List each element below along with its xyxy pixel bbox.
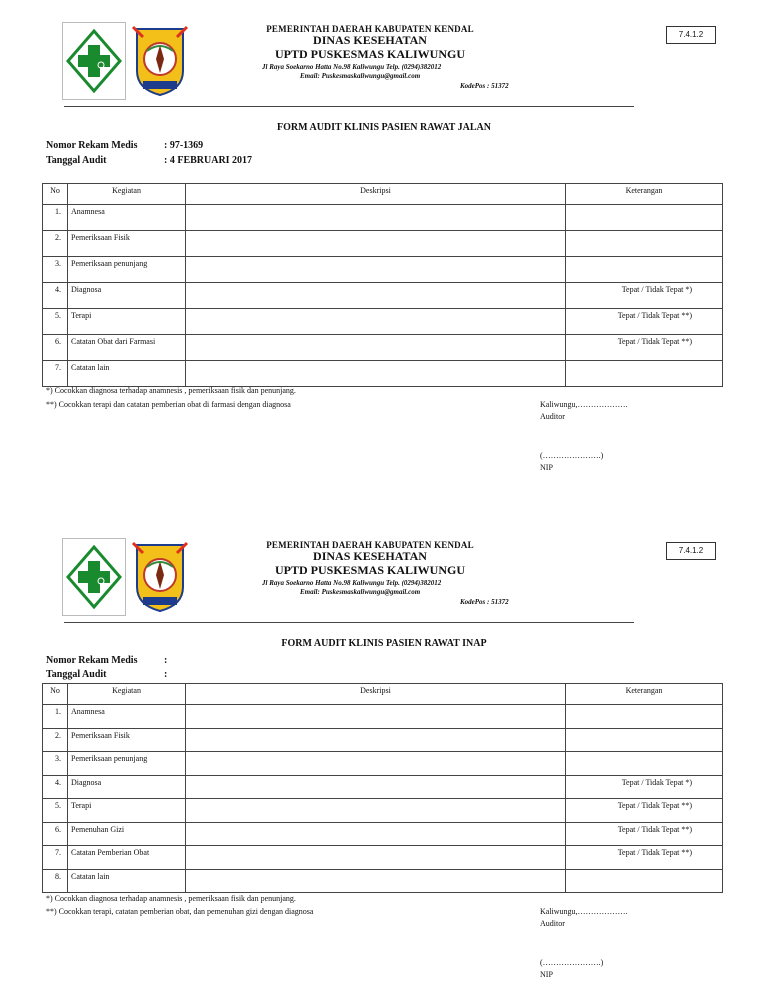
header-postal: KodePos : 51372 [460,598,509,606]
kendal-crest-icon [129,539,191,615]
table-row [43,335,723,361]
table-row [43,283,723,309]
row-number: 3. [43,257,68,283]
row-number: 2. [43,231,68,257]
row-remark: Tepat / Tidak Tepat *) [566,283,723,309]
row-activity: Catatan Pemberian Obat [68,846,186,870]
row-description-field[interactable] [186,705,566,729]
form-title: FORM AUDIT KLINIS PASIEN RAWAT JALAN [276,122,492,133]
table-row [43,869,723,893]
col-header-no: No [43,184,68,205]
row-remark [566,752,723,776]
col-header-keterangan: Keterangan [566,184,723,205]
header-line1: PEMERINTAH DAERAH KABUPATEN KENDAL [266,24,474,34]
table-row [43,728,723,752]
row-remark: Tepat / Tidak Tepat **) [566,335,723,361]
col-header-kegiatan: Kegiatan [68,184,186,205]
row-activity: Pemeriksaan penunjang [68,752,186,776]
row-activity: Anamnesa [68,205,186,231]
row-remark [566,257,723,283]
footnote-2: **) Cocokkan terapi dan catatan pemberian obat di farmasi dengan diagnosa [46,400,291,409]
header-line1: PEMERINTAH DAERAH KABUPATEN KENDAL [266,540,474,550]
row-number: 5. [43,799,68,823]
signature-line: (………………….) [540,451,604,460]
table-row [43,309,723,335]
health-cross-logo-icon [63,23,125,99]
row-remark: Tepat / Tidak Tepat **) [566,822,723,846]
row-activity: Catatan lain [68,361,186,387]
header-line2: DINAS KESEHATAN [313,33,427,48]
header-email: Email: Puskesmaskaliwungu@gmail.com [300,588,421,596]
header-postal: KodePos : 51372 [460,82,509,90]
table-row [43,822,723,846]
header-line2: DINAS KESEHATAN [313,549,427,564]
table-row [43,705,723,729]
footnote-1: *) Cocokkan diagnosa terhadap anamnesis , pemeriksaan fisik dan penunjang. [46,386,296,395]
row-remark [566,361,723,387]
row-activity: Anamnesa [68,705,186,729]
row-description-field[interactable] [186,257,566,283]
row-description-field[interactable] [186,335,566,361]
table-header-row [43,184,723,205]
row-remark: Tepat / Tidak Tepat **) [566,799,723,823]
table-row [43,205,723,231]
rm-label: Nomor Rekam Medis [46,655,138,666]
row-remark: Tepat / Tidak Tepat **) [566,846,723,870]
table-row [43,361,723,387]
date-value: : 4 FEBRUARI 2017 [164,155,253,166]
audit-table [42,683,723,893]
row-number: 3. [43,752,68,776]
health-cross-logo-icon [63,539,125,615]
table-row [43,846,723,870]
col-header-keterangan: Keterangan [566,684,723,705]
kendal-crest-icon [129,23,191,99]
header-divider [64,106,634,107]
rm-value: : 97-1369 [164,140,204,151]
sign-place-date: Kaliwungu,………………. [540,907,628,916]
row-remark [566,231,723,257]
row-description-field[interactable] [186,309,566,335]
header-line3: UPTD PUSKESMAS KALIWUNGU [274,563,466,578]
row-description-field[interactable] [186,205,566,231]
footnote-2: **) Cocokkan terapi, catatan pemberian obat, dan pemenuhan gizi dengan diagnosa [46,907,314,916]
row-description-field[interactable] [186,752,566,776]
health-logo-box [62,22,126,100]
rm-label: Nomor Rekam Medis [46,140,138,151]
date-label: Tanggal Audit [46,155,107,166]
row-description-field[interactable] [186,846,566,870]
header-line3: UPTD PUSKESMAS KALIWUNGU [274,47,466,62]
crest-logo-box [128,538,192,616]
row-activity: Diagnosa [68,775,186,799]
row-activity: Catatan Obat dari Farmasi [68,335,186,361]
table-header-row [43,684,723,705]
col-header-kegiatan: Kegiatan [68,684,186,705]
header-divider [64,622,634,623]
header-email: Email: Puskesmaskaliwungu@gmail.com [300,72,421,80]
form-title: FORM AUDIT KLINIS PASIEN RAWAT INAP [281,638,487,649]
row-description-field[interactable] [186,822,566,846]
audit-table [42,183,723,387]
health-logo-box [62,538,126,616]
row-remark: Tepat / Tidak Tepat **) [566,309,723,335]
row-number: 2. [43,728,68,752]
row-activity: Terapi [68,799,186,823]
document-code: 7.4.1.2 [666,542,716,560]
header-block [240,540,500,578]
auditor-label: Auditor [540,919,565,928]
row-remark [566,728,723,752]
footnote-1: *) Cocokkan diagnosa terhadap anamnesis , pemeriksaan fisik dan penunjang. [46,894,296,903]
row-remark [566,869,723,893]
header-address: Jl Raya Soekarno Hatta No.98 Kaliwungu Telp. (0294)382012 [262,579,442,587]
row-description-field[interactable] [186,869,566,893]
row-number: 5. [43,309,68,335]
table-row [43,231,723,257]
row-number: 7. [43,361,68,387]
col-header-deskripsi: Deskripsi [186,184,566,205]
row-activity: Pemenuhan Gizi [68,822,186,846]
table-row [43,799,723,823]
nip-label: NIP [540,463,553,472]
row-activity: Pemeriksaan penunjang [68,257,186,283]
signature-line: (………………….) [540,958,604,967]
row-number: 6. [43,335,68,361]
row-number: 8. [43,869,68,893]
row-description-field[interactable] [186,361,566,387]
col-header-no: No [43,684,68,705]
row-number: 4. [43,283,68,309]
row-number: 7. [43,846,68,870]
row-description-field[interactable] [186,775,566,799]
row-number: 6. [43,822,68,846]
row-activity: Terapi [68,309,186,335]
row-activity: Catatan lain [68,869,186,893]
auditor-label: Auditor [540,412,565,421]
table-row [43,257,723,283]
row-activity: Pemeriksaan Fisik [68,728,186,752]
date-label: Tanggal Audit [46,669,107,680]
header-address: Jl Raya Soekarno Hatta No.98 Kaliwungu Telp. (0294)382012 [262,63,442,71]
row-remark [566,705,723,729]
row-description-field[interactable] [186,283,566,309]
document-code: 7.4.1.2 [666,26,716,44]
row-number: 1. [43,705,68,729]
row-description-field[interactable] [186,799,566,823]
row-number: 1. [43,205,68,231]
nip-label: NIP [540,970,553,979]
row-activity: Diagnosa [68,283,186,309]
header-block [240,24,500,62]
rm-value: : [164,655,168,666]
table-row [43,752,723,776]
table-row [43,775,723,799]
row-number: 4. [43,775,68,799]
sign-place-date: Kaliwungu,………………. [540,400,628,409]
row-description-field[interactable] [186,728,566,752]
col-header-deskripsi: Deskripsi [186,684,566,705]
row-remark: Tepat / Tidak Tepat *) [566,775,723,799]
date-value: : [164,669,168,680]
row-activity: Pemeriksaan Fisik [68,231,186,257]
row-description-field[interactable] [186,231,566,257]
row-remark [566,205,723,231]
crest-logo-box [128,22,192,100]
